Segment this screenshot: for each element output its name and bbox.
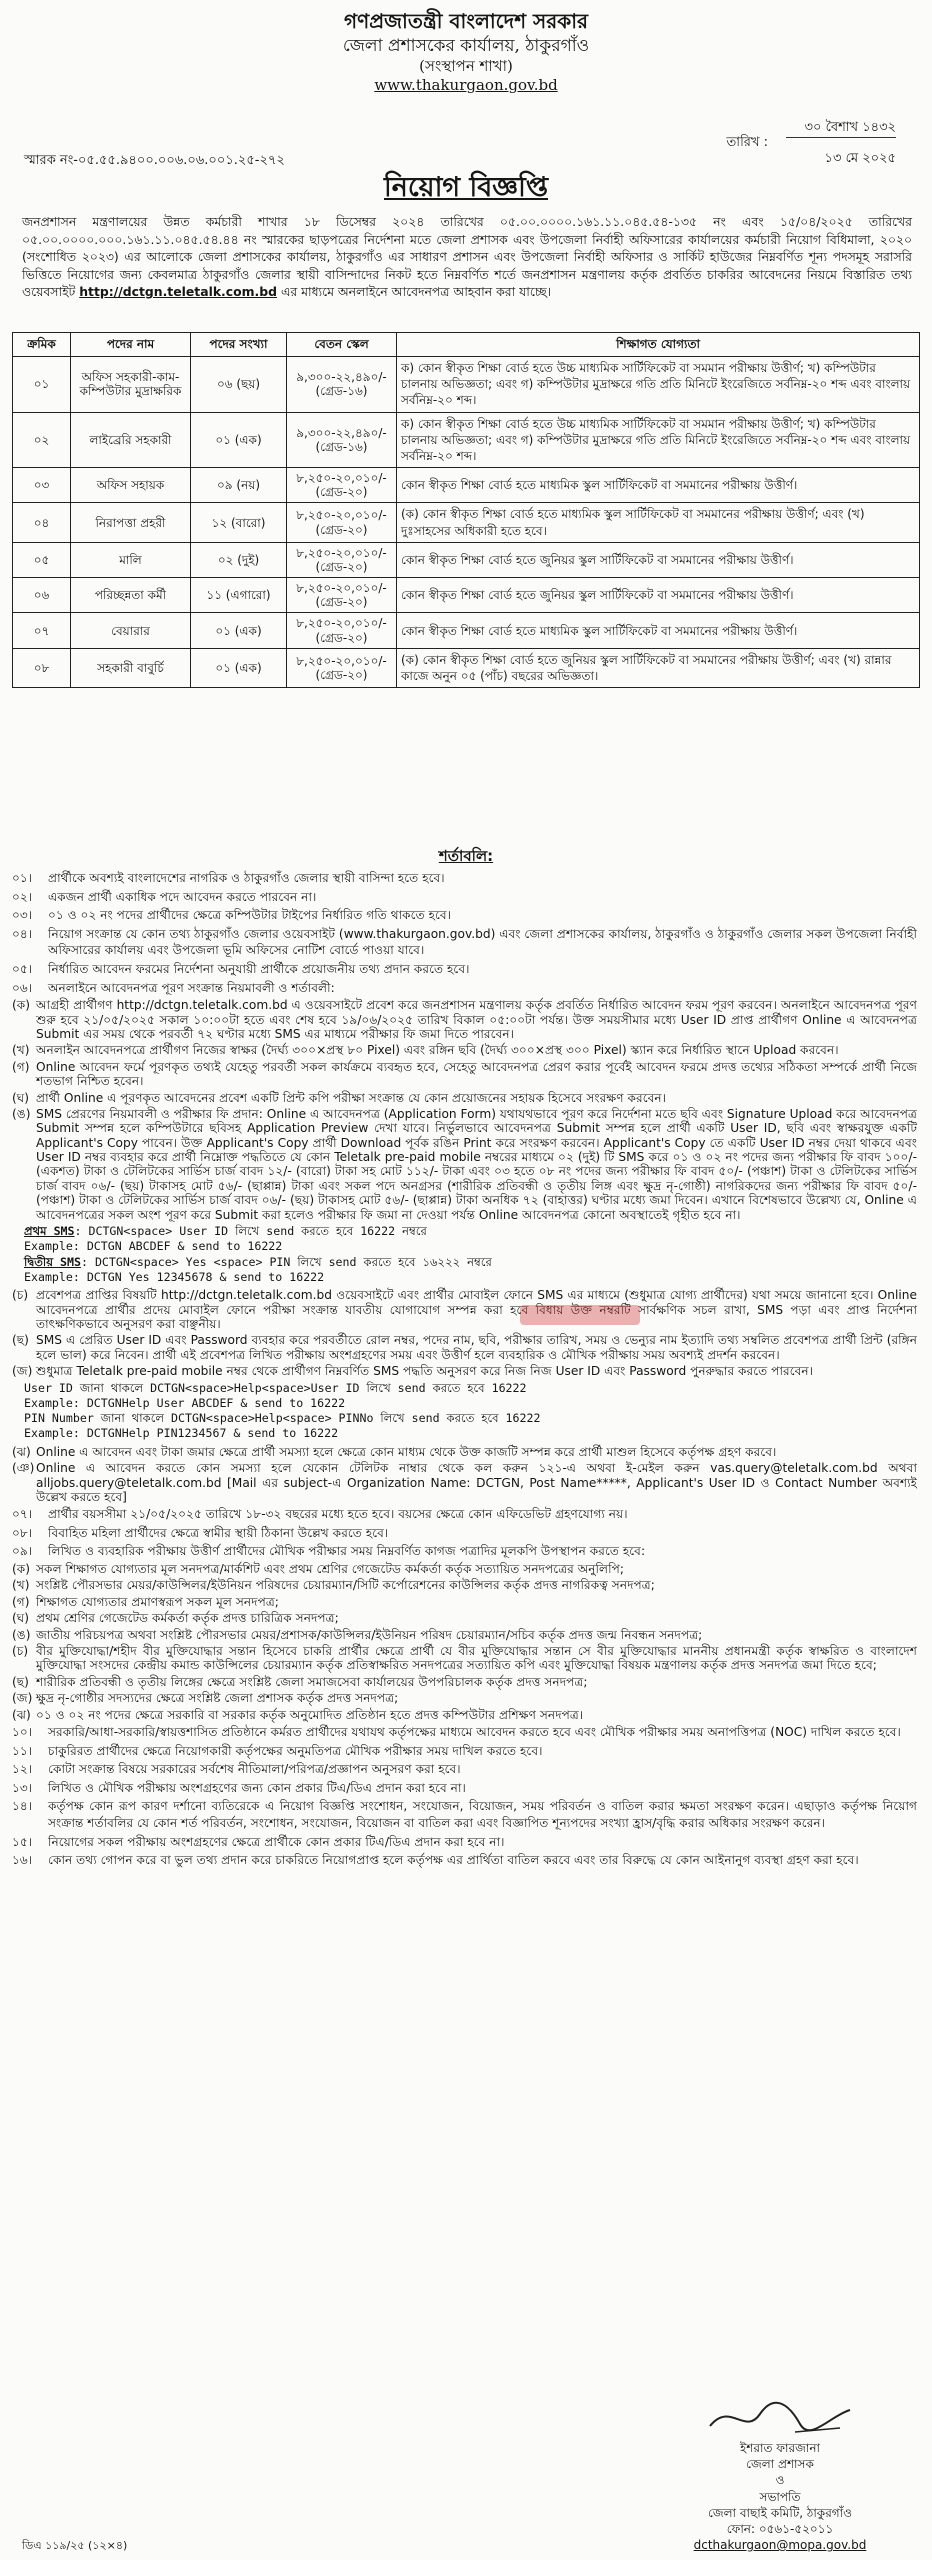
row-post-name: নিরাপত্তা প্রহরী bbox=[71, 503, 191, 542]
condition-clause bbox=[12, 1525, 917, 1542]
required-document-number: (গ) bbox=[12, 1594, 30, 1609]
notice-title-wrap bbox=[0, 172, 932, 204]
condition-clause-text: নিয়োগ সংক্রান্ত যে কোন তথ্য ঠাকুরগাঁও জেলার ওয়েবসাইট (www.thakurgaon.gov.bd) এবং জেলা প্রশাসকের কার্যালয়, ঠাকুরগাঁও ও ঠাকুরগাঁও জেলার সকল উপজেলা নির্বাহী অফিসারের কার্যালয় এবং উপজেলা ভূমি অফিসের নোটিশ বোর্ডে পাওয়া যাবে। bbox=[48, 926, 917, 958]
committee-name: জেলা বাছাই কমিটি, ঠাকুরগাঁও bbox=[708, 2505, 852, 2520]
online-rule-text: অনলাইন আবেদনপত্রে প্রার্থীগণ নিজের স্বাক্ষর (দৈর্ঘ্য ৩০০×প্রস্থ ৮০ Pixel) এবং রঙ্গিন ছবি (দৈর্ঘ্য ৩০০×প্রস্থ ৩০০ Pixel) স্ক্যান করে নির্ধারিত স্থানে Upload করবেন। bbox=[36, 1043, 839, 1058]
online-rule-text: Online আবেদন ফর্মে পূরণকৃত তথ্যই যেহেতু পরবর্তী সকল কার্যক্রমে ব্যবহৃত হবে, সেহেতু আবেদনপত্র প্রেরণ করার পূর্বেই আবেদন ফরমে প্রদত্ত তথ্যের সঠিকতা সম্পর্কে প্রার্থী নিজে শতভাগ নিশ্চিত হবেন। bbox=[36, 1059, 917, 1089]
condition-clause-number: ১৩। bbox=[12, 1780, 33, 1795]
online-rule-text: আগ্রহী প্রার্থীগণ http://dctgn.teletalk.com.bd এ ওয়েবসাইটে প্রবেশ করে জনপ্রশাসন মন্ত্রণালয় কর্তৃক প্রবর্তিত নির্ধারিত আবেদন ফরম পূরণ করবেন। অনলাইনে আবেদনপত্র পূরণ শুরু হবে ২১/০৫/২০২৫ সকাল ১০:০০টা হতে এবং শেষ হবে ১৯/০৬/২০২৫ তারিখ বিকাল ০৫:০০টা পর্যন্ত। উক্ত সময়সীমার মধ্যে User ID প্রাপ্ত প্রার্থীগণ Online এ আবেদনপত্র Submit এর সময় থেকে পরবর্তী ৭২ ঘণ্টার মধ্যে SMS এর মাধ্যমে পরীক্ষার ফি জমা দিতে পারবেন। bbox=[36, 998, 917, 1041]
online-rule-text: প্রার্থী Online এ পূরণকৃত আবেদনের প্রবেশ একটি প্রিন্ট কপি পরীক্ষা সংক্রান্ত যে কোন প্রয়োজনের সহায়ক হিসেবে সংরক্ষণ করবেন। bbox=[36, 1090, 667, 1105]
row-post-count: ০৬ (ছয়) bbox=[191, 357, 287, 413]
condition-clause-number: ০৯। bbox=[12, 1544, 33, 1559]
condition-clause bbox=[12, 1543, 917, 1560]
online-rule-text: শুধুমাত্র Teletalk pre-paid mobile নম্বর থেকে প্রার্থীগণ নিম্নবর্ণিত SMS পদ্ধতি অনুসরণ করে নিজ নিজ User ID এবং Password পুনরুদ্ধার করতে পারবেন। bbox=[36, 1364, 814, 1379]
condition-clause-text: নিয়োগের সকল পরীক্ষায় অংশগ্রহণের ক্ষেত্রে প্রার্থীকে কোন প্রকার টিএ/ডিএ প্রদান করা হবে না। bbox=[48, 1834, 505, 1849]
row-pay-scale: ৮,২৫০-২০,০১০/- (গ্রেড-২০) bbox=[287, 542, 397, 577]
condition-clause bbox=[12, 889, 917, 906]
col-serial: ক্রমিক bbox=[13, 333, 71, 357]
row-serial: ০৪ bbox=[13, 503, 71, 542]
letterhead bbox=[0, 10, 932, 95]
signatory-name: ইশরাত ফারজানা bbox=[740, 2441, 820, 2455]
condition-clause-number: ০৭। bbox=[12, 1507, 33, 1522]
recovery-line: Example: DCTGNHelp User ABCDEF & send to 16222 bbox=[24, 1395, 346, 1410]
second-sms-format: : DCTGN<space> Yes <space> PIN লিখে send করতে হবে ১৬২২২ নম্বরে bbox=[80, 1254, 492, 1269]
online-rule bbox=[12, 1043, 917, 1057]
condition-clause-number: ০৪। bbox=[12, 926, 33, 941]
condition-clause-text: কোন তথ্য গোপন করে বা ভুল তথ্য প্রদান করে চাকরিতে নিয়োগপ্রাপ্ত হলে কর্তৃপক্ষ এর প্রার্থিতা বাতিল করবে এবং তার বিরুদ্ধে যে কোন আইনানুগ ব্যবস্থা গ্রহণ করা হবে। bbox=[48, 1853, 859, 1868]
signatory-and: ও bbox=[775, 2473, 785, 2488]
required-document-number: (চ) bbox=[12, 1644, 29, 1659]
condition-clause bbox=[12, 1798, 917, 1831]
table-row bbox=[13, 503, 920, 542]
online-rule-text: প্রবেশপত্র প্রাপ্তির বিষয়টি http://dctgn.teletalk.com.bd ওয়েবসাইটে এবং প্রার্থীর মোবাইল ফোনে SMS এর মাধ্যমে (শুধুমাত্র যোগ্য প্রার্থীদের) যথা সময়ে জানানো হবে। Online আবেদনপত্রে প্রার্থীর প্রদেয় মোবাইল ফোনে পরীক্ষা সংক্রান্ত যাবতীয় যোগাযোগ সম্পন্ন করা হবে বিধায় উক্ত নম্বরটি সার্বক্ষণিক সচল রাখা, SMS পড়া এবং প্রাপ্ত নির্দেশনা তাৎক্ষণিকভাবে অনুসরণ করা বাঞ্ছনীয়। bbox=[36, 1288, 917, 1331]
date-bangla: ৩০ বৈশাখ ১৪৩২ bbox=[804, 120, 896, 135]
required-document bbox=[12, 1595, 917, 1609]
condition-clause-text: একজন প্রার্থী একাধিক পদে আবেদন করতে পারবেন না। bbox=[48, 889, 317, 904]
table-row bbox=[13, 412, 920, 468]
row-serial: ০৭ bbox=[13, 613, 71, 648]
row-qualification: কোন স্বীকৃত শিক্ষা বোর্ড হতে মাধ্যমিক স্কুল সার্টিফিকেট বা সমমানের পরীক্ষায় উত্তীর্ণ। bbox=[397, 613, 920, 648]
row-serial: ০৬ bbox=[13, 578, 71, 613]
required-document-text: বীর মুক্তিযোদ্ধা/শহীদ বীর মুক্তিযোদ্ধার সন্তান হিসেবে চাকরি প্রার্থীর ক্ষেত্রে প্রার্থী যে বীর মুক্তিযোদ্ধার সন্তান সে বীর মুক্তিযোদ্ধার মাননীয় প্রধানমন্ত্রী কর্তৃক স্বাক্ষরিত ও বাংলাদেশ মুক্তিযোদ্ধা সংসদের কেন্দ্রীয় কমান্ড কাউন্সিলের চেয়ারম্যান কর্তৃক প্রতিস্বাক্ষরিত সনদপত্রের সত্যায়িত কপি এবং মুক্তিযোদ্ধা বিষয়ক মন্ত্রণালয় কর্তৃক প্রদত্ত সনদপত্র জমা দিতে হবে; bbox=[36, 1644, 917, 1673]
condition-clause-text: ০১ ও ০২ নং পদের প্রার্থীদের ক্ষেত্রে কম্পিউটার টাইপের নির্ধারিত গতি থাকতে হবে। bbox=[48, 908, 452, 923]
online-rule bbox=[12, 1060, 917, 1089]
recovery-line: PIN Number জানা থাকলে DCTGN<space>Help<space> PINNo লিখে send করতে হবে 16222 bbox=[24, 1411, 541, 1426]
condition-clause-text: কোটা সংক্রান্ত বিষয়ে সরকারের সর্বশেষ নীতিমালা/পরিপত্র/প্রজ্ঞাপন অনুসরণ করা হবে। bbox=[48, 1762, 461, 1777]
condition-clause-number: ০৮। bbox=[12, 1525, 33, 1540]
required-document bbox=[12, 1611, 917, 1625]
row-post-name: সহকারী বাবুর্চি bbox=[71, 648, 191, 687]
row-post-count: ১১ (এগারো) bbox=[191, 578, 287, 613]
row-qualification: কোন স্বীকৃত শিক্ষা বোর্ড হতে মাধ্যমিক স্কুল সার্টিফিকেট বা সমমানের পরীক্ষায় উত্তীর্ণ। bbox=[397, 468, 920, 503]
required-document-text: প্রথম শ্রেণির গেজেটেড কর্মকর্তা কর্তৃক প্রদত্ত চারিত্রিক সনদপত্র; bbox=[36, 1611, 339, 1626]
col-qualification: শিক্ষাগত যোগ্যতা bbox=[397, 333, 920, 357]
row-pay-scale: ৮,২৫০-২০,০১০/- (গ্রেড-২০) bbox=[287, 468, 397, 503]
condition-clause bbox=[12, 1506, 917, 1523]
row-serial: ০৮ bbox=[13, 648, 71, 687]
condition-clause bbox=[12, 1852, 917, 1869]
online-rule-number: (গ) bbox=[12, 1059, 30, 1074]
row-qualification: কোন স্বীকৃত শিক্ষা বোর্ড হতে জুনিয়র স্কুল সার্টিফিকেট বা সমমানের পরীক্ষায় উত্তীর্ণ। bbox=[397, 542, 920, 577]
condition-clause-text: প্রার্থীর বয়সসীমা ২১/০৫/২০২৫ তারিখে ১৮-৩২ বছরের মধ্যে হতে হবে। বয়সের ক্ষেত্রে কোন এফিডেভিট গ্রহণযোগ্য নয়। bbox=[48, 1507, 628, 1522]
required-document-number: (ঘ) bbox=[12, 1611, 30, 1626]
required-document-text: শিক্ষাগত যোগ্যতার প্রমাণস্বরূপ সকল মূল সনদপত্র; bbox=[36, 1594, 279, 1609]
condition-clause-text: অনলাইনে আবেদনপত্র পূরণ সংক্রান্ত নিয়মাবলী ও শর্তাবলী: bbox=[48, 980, 335, 995]
online-rule-number: (ঞ) bbox=[12, 1461, 35, 1476]
condition-clause-number: ০৬। bbox=[12, 980, 33, 995]
date-label: তারিখ : bbox=[726, 135, 768, 151]
online-rule-number: (ক) bbox=[12, 998, 31, 1013]
required-document-text: জাতীয় পরিচয়পত্র অথবা সংশ্লিষ্ট পৌরসভার মেয়র/প্রশাসক/কাউন্সিলর/ইউনিয়ন পরিষদ চেয়ারম্যান/সচিব কর্তৃক প্রদত্ত জন্ম নিবন্ধন সনদপত্র; bbox=[36, 1627, 703, 1642]
vacancy-table bbox=[12, 332, 920, 688]
required-document bbox=[12, 1578, 917, 1592]
intro-text: জনপ্রশাসন মন্ত্রণালয়ের উন্নত কর্মচারী শাখার ১৮ ডিসেম্বর ২০২৪ তারিখের ০৫.০০.০০০০.১৬১.১১.০৪৫.৫৪-১৩৫ নং এবং ১৫/০৪/২০২৫ তারিখের ০৫.০০.০০০০.০০০.১৬১.১১.০৪৫.৫৪.৪৪ নং স্মারকের ছাড়পত্রের নির্দেশনা মতে জেলা প্রশাসক এবং উপজেলা নির্বাহী অফিসারের কার্যালয়ের কর্মচারী নিয়োগ বিধিমালা, ২০২০ (সংশোধিত ২০২৩) এর আলোকে জেলা প্রশাসকের কার্যালয়, ঠাকুরগাঁও এর সাধারণ প্রশাসন এবং উপজেলা নির্বাহী অফিসার ও সার্কিট হাউজের নিম্নবর্ণিত শূন্য পদসমূহ সরাসরি ভিত্তিতে নিয়োগের জন্য কেবলমাত্র ঠাকুরগাঁও জেলার স্থায়ী বাসিন্দাদের নিকট হতে নিম্নবর্ণিত শর্তে জনপ্রশাসন মন্ত্রণালয় কর্তৃক প্রবর্তিত চাকরির আবেদনের নিয়মে বিস্তারিত তথ্য ওয়েবসাইট bbox=[22, 214, 912, 300]
online-rule bbox=[12, 1364, 917, 1378]
condition-clause-text: সরকারি/আধা-সরকারি/স্বায়ত্তশাসিত প্রতিষ্ঠানে কর্মরত প্রার্থীদের যথাযথ কর্তৃপক্ষের মাধ্যমে আবেদন করতে হবে এবং মৌখিক পরীক্ষার সময় অনাপত্তিপত্র (NOC) দাখিল করতে হবে। bbox=[48, 1724, 901, 1739]
condition-clause bbox=[12, 1724, 917, 1741]
intro-tail: এর মাধ্যমে অনলাইনে আবেদনপত্র আহবান করা যাচ্ছে। bbox=[280, 284, 551, 300]
online-rule bbox=[12, 1288, 917, 1331]
required-document bbox=[12, 1691, 917, 1705]
condition-clause-text: লিখিত ও মৌখিক পরীক্ষায় অংশগ্রহণের জন্য কোন প্রকার টিএ/ডিএ প্রদান করা হবে না। bbox=[48, 1780, 466, 1795]
online-rule bbox=[12, 1107, 917, 1222]
online-rule-number: (ঘ) bbox=[12, 1090, 30, 1105]
second-sms-label: দ্বিতীয় SMS bbox=[24, 1254, 81, 1269]
signatory-role: সভাপতি bbox=[759, 2489, 801, 2504]
required-document bbox=[12, 1644, 917, 1673]
condition-clause-text: নির্ধারিত আবেদন ফরমের নির্দেশনা অনুযায়ী প্রার্থীকে প্রয়োজনীয় তথ্য প্রদান করতে হবে। bbox=[48, 961, 470, 976]
row-post-name: বেয়ারার bbox=[71, 613, 191, 648]
condition-clause-number: ১১। bbox=[12, 1743, 33, 1758]
condition-clause-number: ১০। bbox=[12, 1724, 33, 1739]
online-rule-text: SMS এ প্রেরিত User ID এবং Password ব্যবহার করে পরবর্তীতে রোল নম্বর, পদের নাম, ছবি, পরীক্ষার তারিখ, সময় ও ভেন্যুর নাম ইত্যাদি তথ্য সম্বলিত প্রবেশপত্র প্রার্থী প্রিন্ট (রঙ্গিন হলে ভাল) করে নিবেন। প্রার্থী এই প্রবেশপত্র লিখিত পরীক্ষায় অংশগ্রহণের সময় এবং উত্তীর্ণ হলে ব্যবহারিক ও মৌখিক পরীক্ষায় সময় অবশ্যই প্রদর্শন করবেন। bbox=[36, 1333, 917, 1362]
required-document-text: সংশ্লিষ্ট পৌরসভার মেয়র/কাউন্সিলর/ইউনিয়ন পরিষদের চেয়ারম্যান/সিটি কর্পোরেশনের কাউন্সিলর কর্তৃক প্রদত্ত নাগরিকত্ব সনদপত্র; bbox=[36, 1578, 655, 1593]
required-document-number: (জ) bbox=[12, 1691, 33, 1706]
online-rule bbox=[12, 1333, 917, 1362]
row-post-name: মালি bbox=[71, 542, 191, 577]
table-header-row bbox=[13, 333, 920, 357]
online-rule-text: Online এ আবেদন এবং টাকা জমার ক্ষেত্রে প্রার্থী সমস্যা হলে ক্ষেত্রে কোন মাধ্যম থেকে উক্ত কাজটি সম্পন্ন করে প্রার্থী মাশুল হিসেবে কর্তৃপক্ষ গ্রহণ করবে। bbox=[36, 1444, 777, 1459]
row-post-count: ০১ (এক) bbox=[191, 613, 287, 648]
required-document-number: (ঙ) bbox=[12, 1627, 31, 1642]
condition-clause-number: ০৫। bbox=[12, 961, 33, 976]
office-email[interactable]: dcthakurgaon@mopa.gov.bd bbox=[693, 2538, 867, 2553]
row-post-name: লাইব্রেরি সহকারী bbox=[71, 412, 191, 468]
first-sms-label: প্রথম SMS bbox=[24, 1224, 75, 1239]
row-qualification: ক) কোন স্বীকৃত শিক্ষা বোর্ড হতে উচ্চ মাধ্যমিক সার্টিফিকেট বা সমমান পরীক্ষায় উত্তীর্ণ; খ) কম্পিউটার চালনায় অভিজ্ঞতা; এবং গ) কম্পিউটার মুদ্রাক্ষরে গতি প্রতি মিনিটে ইংরেজিতে সর্বনিম্ন-২০ শব্দ এবং বাংলায় সর্বনিম্ন-২০ শব্দ। bbox=[397, 412, 920, 468]
condition-clause bbox=[12, 926, 917, 959]
online-rule bbox=[12, 1445, 917, 1459]
col-scale: বেতন স্কেল bbox=[287, 333, 397, 357]
section-name: (সংস্থাপন শাখা) bbox=[419, 56, 513, 75]
online-rule bbox=[12, 1461, 917, 1504]
row-qualification: কোন স্বীকৃত শিক্ষা বোর্ড হতে জুনিয়র স্কুল সার্টিফিকেট বা সমমানের পরীক্ষায় উত্তীর্ণ। bbox=[397, 578, 920, 613]
condition-clause-number: ০৩। bbox=[12, 908, 33, 923]
condition-clause bbox=[12, 907, 917, 924]
row-post-count: ০৯ (নয়) bbox=[191, 468, 287, 503]
condition-clause-number: ১৬। bbox=[12, 1853, 33, 1868]
row-post-count: ০২ (দুই) bbox=[191, 542, 287, 577]
required-document-number: (ঝ) bbox=[12, 1707, 31, 1722]
row-pay-scale: ৯,৩০০-২২,৪৯০/- (গ্রেড-১৬) bbox=[287, 357, 397, 413]
date-block bbox=[666, 120, 896, 166]
conditions-heading: শর্তাবলি: bbox=[438, 847, 494, 865]
row-pay-scale: ৯,৩০০-২২,৪৯০/- (গ্রেড-১৬) bbox=[287, 412, 397, 468]
online-rule-number: (ছ) bbox=[12, 1333, 29, 1348]
required-document bbox=[12, 1675, 917, 1689]
table-row bbox=[13, 648, 920, 687]
second-sms-example: Example: DCTGN Yes 12345678 & send to 16222 bbox=[24, 1269, 325, 1284]
online-rule-number: (ঝ) bbox=[12, 1444, 31, 1459]
required-document-text: ০১ ও ০২ নং পদের ক্ষেত্রে সরকারি বা সরকার কর্তৃক অনুমোদিত প্রতিষ্ঠান হতে প্রদত্ত কম্পিউটার প্রশিক্ষণ সনদপত্র। bbox=[36, 1707, 584, 1722]
row-serial: ০৩ bbox=[13, 468, 71, 503]
condition-clause bbox=[12, 1761, 917, 1778]
office-phone: ফোন: ০৫৬১-৫২০১১ bbox=[726, 2521, 834, 2536]
notice-title: নিয়োগ বিজ্ঞপ্তি bbox=[383, 172, 549, 203]
row-post-name: অফিস সহায়ক bbox=[71, 468, 191, 503]
row-post-name: অফিস সহকারী-কাম-কম্পিউটার মুদ্রাক্ষরিক bbox=[71, 357, 191, 413]
conditions-list bbox=[12, 870, 917, 1871]
memo-number: স্মারক নং-০৫.৫৫.৯৪০০.০০৬.০৬.০০১.২৫-২৭২ bbox=[24, 153, 285, 168]
row-qualification: (ক) কোন স্বীকৃত শিক্ষা বোর্ড হতে মাধ্যমিক স্কুল সার্টিফিকেট বা সমমানের পরীক্ষায় উত্তীর্ণ; এবং (খ) দুঃসাহসের অধিকারী হতে হবে। bbox=[397, 503, 920, 542]
col-post: পদের নাম bbox=[71, 333, 191, 357]
office-name: জেলা প্রশাসকের কার্যালয়, ঠাকুরগাঁও bbox=[342, 35, 590, 56]
required-document-number: (ছ) bbox=[12, 1674, 29, 1689]
condition-clause-number: ১৪। bbox=[12, 1799, 33, 1814]
online-rule-number: (জ) bbox=[12, 1364, 33, 1379]
online-rule bbox=[12, 998, 917, 1041]
intro-paragraph bbox=[22, 213, 912, 301]
row-pay-scale: ৮,২৫০-২০,০১০/- (গ্রেড-২০) bbox=[287, 648, 397, 687]
online-rule-text: SMS প্রেরণের নিয়মাবলী ও পরীক্ষার ফি প্রদান: Online এ আবেদনপত্র (Application Form) যথাযথভাবে পূরণ করে নির্দেশনা মতে ছবি এবং Signature Upload করে আবেদনপত্র Submit সম্পন্ন হলে কম্পিউটারে ছবিসহ Application Preview দেখা যাবে। নির্ভুলভাবে আবেদনপত্র Submit সম্পন্ন হলে প্রার্থী একটি User ID, ছবি এবং স্বাক্ষরযুক্ত একটি Applicant's Copy পাবেন। উক্ত Applicant's Copy প্রার্থী Download পূর্বক রঙিন Print করে সংরক্ষণ করবেন। Applicant's Copy তে একটি User ID নম্বর দেয়া থাকবে এবং User ID নম্বর ব্যবহার করে প্রার্থী নিম্নোক্ত পদ্ধতিতে যে কোন Teletalk pre-paid mobile নম্বরের মাধ্যমে ০২ (দুই) টি SMS করে ০১ ও ০২ নং পদের জন্য পরীক্ষার ফি বাবদ ১০০/- (একশত) টাকা ও টেলিটকের সার্ভিস চার্জ বাবদ ১২/- (বারো) টাকা সহ মোট ১১২/- টাকা এবং ০৩ হতে ০৮ নং পদের জন্য পরীক্ষার ফি বাবদ ৫০/- (পঞ্চাশ) টাকা ও টেলিটকের সার্ভিস চার্জ বাবদ ০৬/- (ছয়) টাকাসহ মোট ৫৬/- (ছাপ্পান্ন) টাকা এবং সকল পদে অনগ্রসর (শারীরিক প্রতিবন্ধী ও তৃতীয় লিঙ্গ এবং ক্ষুদ্র নৃ-গোষ্ঠী) নাগরিকদের জন্য পরীক্ষার ফি বাবদ ৫০/- (পঞ্চাশ) টাকা ও টেলিটকের সার্ভিস চার্জ বাবদ ০৬/- (ছয়) টাকাসহ মোট ৫৬/- (ছাপ্পান্ন) টাকা অনধিক ৭২ (বাহাত্তর) ঘণ্টার মধ্যে জমা দিবেন। এখানে বিশেষভাবে উল্লেখ্য যে, Online এ আবেদনপত্রের সকল অংশ পূরণ করে Submit করা হলেও পরীক্ষার ফি জমা না দেওয়া পর্যন্ত Online আবেদনপত্র কোনো অবস্থাতেই গৃহীত হবে না। bbox=[36, 1106, 917, 1222]
condition-clause-number: ১৫। bbox=[12, 1834, 33, 1849]
recovery-line: Example: DCTGNHelp PIN1234567 & send to 16222 bbox=[24, 1426, 339, 1441]
signature-block bbox=[650, 2396, 910, 2553]
sms-instructions bbox=[24, 1224, 917, 1285]
online-rule bbox=[12, 1091, 917, 1105]
condition-clause-text: লিখিত ও ব্যবহারিক পরীক্ষায় উত্তীর্ণ প্রার্থীদের মৌখিক পরীক্ষার সময় নিম্নবর্ণিত কাগজ পত্রাদির মূলকপি উপস্থাপন করতে হবে: bbox=[48, 1544, 646, 1559]
table-row bbox=[13, 613, 920, 648]
condition-clause bbox=[12, 1743, 917, 1760]
signatory-designation: জেলা প্রশাসক bbox=[746, 2457, 814, 2472]
row-post-name: পরিচ্ছন্নতা কর্মী bbox=[71, 578, 191, 613]
row-serial: ০১ bbox=[13, 357, 71, 413]
row-pay-scale: ৮,২৫০-২০,০১০/- (গ্রেড-২০) bbox=[287, 613, 397, 648]
red-stamp-mark bbox=[520, 1305, 640, 1325]
row-pay-scale: ৮,২৫০-২০,০১০/- (গ্রেড-২০) bbox=[287, 578, 397, 613]
col-count: পদের সংখ্যা bbox=[191, 333, 287, 357]
government-name: গণপ্রজাতন্ত্রী বাংলাদেশ সরকার bbox=[344, 9, 588, 33]
required-document bbox=[12, 1708, 917, 1722]
condition-clause-number: ০১। bbox=[12, 871, 33, 885]
table-row bbox=[13, 542, 920, 577]
condition-clause bbox=[12, 1834, 917, 1851]
condition-clause-text: প্রার্থীকে অবশ্যই বাংলাদেশের নাগরিক ও ঠাকুরগাঁও জেলার স্থায়ী বাসিন্দা হতে হবে। bbox=[48, 871, 445, 885]
required-document-number: (খ) bbox=[12, 1578, 30, 1593]
required-document-text: সকল শিক্ষাগত যোগ্যতার মূল সনদপত্র/মার্কশিট এবং প্রথম শ্রেণির গেজেটেড কর্মকর্তা কর্তৃক সত্যায়িত সনদপত্রের অনুলিপি; bbox=[36, 1562, 624, 1577]
row-serial: ০২ bbox=[13, 412, 71, 468]
condition-clause-text: বিবাহিত মহিলা প্রার্থীদের ক্ষেত্রে স্বামীর স্থায়ী ঠিকানা উল্লেখ করতে হবে। bbox=[48, 1525, 389, 1540]
first-sms-format: : DCTGN<space> User ID লিখে send করতে হবে 16222 নম্বরে bbox=[74, 1224, 427, 1239]
row-post-count: ০১ (এক) bbox=[191, 648, 287, 687]
condition-clause-text: কর্তৃপক্ষ কোন রূপ কারণ দর্শানো ব্যতিরেকে এ নিয়োগ বিজ্ঞপ্তি সংশোধন, সংযোজন, বিয়োজন, সময় পরিবর্তন ও বাতিল করার ক্ষমতা সংরক্ষণ করেন। এছাড়াও কর্তৃপক্ষ নিয়োগ সংক্রান্ত শর্তাবলির যে কোন শর্ত পরিবর্তন, সংশোধন, সংযোজন, বিয়োজন বা বাতিল করা এবং বিজ্ঞাপিত শূন্যপদের সংখ্যা হ্রাস/বৃদ্ধি করার অধিকার সংরক্ষণ করেন। bbox=[48, 1799, 917, 1830]
online-rule-number: (ঙ) bbox=[12, 1106, 31, 1121]
row-qualification: (ক) কোন স্বীকৃত শিক্ষা বোর্ড হতে জুনিয়র স্কুল সার্টিফিকেট বা সমমানের পরীক্ষায় উত্তীর্ণ; এবং (খ) রান্নার কাজে অনুন ০৫ (পাঁচ) বছরের অভিজ্ঞতা। bbox=[397, 648, 920, 687]
required-document bbox=[12, 1628, 917, 1642]
recovery-sms bbox=[24, 1381, 917, 1442]
table-row bbox=[13, 468, 920, 503]
table-row bbox=[13, 578, 920, 613]
condition-clause bbox=[12, 961, 917, 978]
online-rule-number: (খ) bbox=[12, 1043, 30, 1058]
required-document bbox=[12, 1562, 917, 1576]
condition-clause-text: চাকুরিরত প্রার্থীদের ক্ষেত্রে নিয়োগকারী কর্তৃপক্ষের অনুমতিপত্র মৌখিক পরীক্ষার সময় দাখিল করতে হবে। bbox=[48, 1743, 543, 1758]
condition-clause bbox=[12, 1780, 917, 1797]
condition-clause-number: ১২। bbox=[12, 1762, 33, 1777]
recovery-line: User ID জানা থাকলে DCTGN<space>Help<space>User ID লিখে send করতে হবে 16222 bbox=[24, 1380, 527, 1395]
row-post-count: ১২ (বারো) bbox=[191, 503, 287, 542]
signature-image bbox=[650, 2396, 910, 2440]
application-site-link[interactable]: http://dctgn.teletalk.com.bd bbox=[79, 284, 277, 300]
first-sms-example: Example: DCTGN ABCDEF & send to 16222 bbox=[24, 1239, 283, 1254]
online-rule-number: (চ) bbox=[12, 1288, 29, 1303]
condition-clause bbox=[12, 870, 917, 887]
row-qualification: ক) কোন স্বীকৃত শিক্ষা বোর্ড হতে উচ্চ মাধ্যমিক সার্টিফিকেট বা সমমান পরীক্ষায় উত্তীর্ণ; খ) কম্পিউটার চালনায় অভিজ্ঞতা; এবং গ) কম্পিউটার মুদ্রাক্ষরে গতি প্রতি মিনিটে ইংরেজিতে সর্বনিম্ন-২০ শব্দ এবং বাংলায় সর্বনিম্ন-২০ শব্দ। bbox=[397, 357, 920, 413]
row-serial: ০৫ bbox=[13, 542, 71, 577]
condition-clause bbox=[12, 980, 917, 997]
table-row bbox=[13, 357, 920, 413]
row-post-count: ০১ (এক) bbox=[191, 412, 287, 468]
print-code: ডিএ ১১৯/২৫ (১২×৪) bbox=[22, 2539, 128, 2552]
website-link[interactable]: www.thakurgaon.gov.bd bbox=[374, 76, 558, 95]
required-document-text: ক্ষুদ্র নৃ-গোষ্ঠীর সদস্যদের ক্ষেত্রে সংশ্লিষ্ট জেলা প্রশাসক কর্তৃক প্রদত্ত সনদপত্র; bbox=[36, 1691, 399, 1706]
condition-clause-number: ০২। bbox=[12, 889, 33, 904]
date-english: ১৩ মে ২০২৫ bbox=[824, 150, 896, 166]
row-pay-scale: ৮,২৫০-২০,০১০/- (গ্রেড-২০) bbox=[287, 503, 397, 542]
required-document-number: (ক) bbox=[12, 1562, 31, 1577]
online-rule-text: Online এ আবেদন করতে কোন সমস্যা হলে যেকোন টেলিটক নাম্বার থেকে কল করুন ১২১-এ অথবা ই-মেইল করুন vas.query@teletalk.com.bd অথবা alljobs.query@teletalk.com.bd [Mail এর subject-এ Organization Name: DCTGN, Post Name*****, Applicant's User ID ও Contact Number অবশ্যই উল্লেখ করতে হবে] bbox=[36, 1461, 917, 1504]
required-document-text: শারীরিক প্রতিবন্ধী ও তৃতীয় লিঙ্গের ক্ষেত্রে সংশ্লিষ্ট জেলা সমাজসেবা কার্যালয়ের উপপরিচালক কর্তৃক প্রদত্ত সনদপত্র; bbox=[36, 1674, 588, 1689]
